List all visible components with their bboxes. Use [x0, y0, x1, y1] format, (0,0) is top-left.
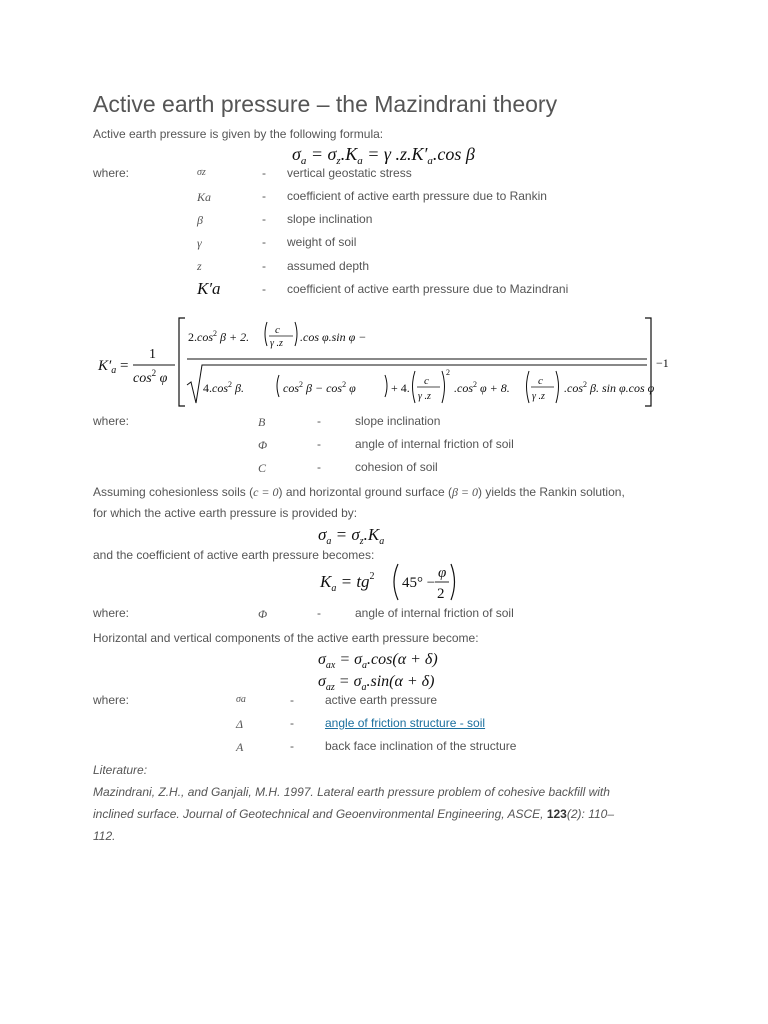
svg-text:2.cos2 β + 2.: $2.\cos^2$ β + 2.: [188, 329, 250, 344]
def7-symbol: Β: [258, 415, 266, 429]
def2-symbol: Ka: [197, 190, 212, 204]
def5-symbol: z: [197, 259, 202, 273]
friction-structure-soil-link[interactable]: angle of friction structure - soil: [325, 716, 486, 730]
def7-dash: -: [317, 414, 321, 428]
svg-text:σa = σz.Ka: $\sigma_a = \sigma_z.K_a$: [318, 525, 385, 547]
svg-text:σa = σz.Ka = γ .z.K′a.cos β: $\sigma_a = \sigma_z.K_a = \gamma$ $.z.K'_a.\cos$ β: [292, 144, 475, 167]
svg-text:1: 1: [149, 347, 156, 362]
def10-text: angle of internal friction of soil: [355, 606, 514, 620]
def5-text: assumed depth: [287, 259, 370, 273]
def1-text: vertical geostatic stress: [287, 166, 412, 180]
svg-text:c: c: [424, 375, 429, 387]
svg-text:γ .z: γ .z: [270, 338, 283, 349]
svg-text:σax = σa.cos(α + δ): $\sigma_{ax} = \sigma_a.\cos(\alpha + \delta)$: [318, 651, 438, 671]
assumption-line-2: for which the active earth pressure is provided by:: [93, 506, 358, 520]
svg-text:45° −: 45° −: [402, 575, 436, 591]
components-text: Horizontal and vertical components of the active earth pressure become:: [93, 631, 479, 645]
def2-text: coefficient of active earth pressure due to Rankin: [287, 189, 547, 203]
svg-text:2: 2: [446, 368, 450, 377]
equation-ka: [318, 561, 458, 603]
equation-mazindrani: [95, 315, 685, 410]
svg-text:.cos φ.sin φ −: .cos φ.sin φ −: [300, 330, 367, 344]
svg-text:cos2 φ: $\cos^2 \varphi$: [133, 368, 168, 386]
svg-text:−1: −1: [656, 356, 669, 370]
def10-symbol: Φ: [258, 607, 268, 621]
def8-symbol: Φ: [258, 438, 268, 452]
def2-dash: -: [262, 189, 266, 203]
def11-dash: -: [290, 693, 294, 707]
def8-dash: -: [317, 437, 321, 451]
literature-line-1: Mazindrani, Z.H., and Ganjali, M.H. 1997. Lateral earth pressure problem of cohesive backfill with: [93, 785, 610, 799]
svg-text:K′a =: $K'_a$ =: [98, 358, 129, 376]
svg-text:γ .z: γ .z: [532, 391, 545, 402]
def4-text: weight of soil: [287, 235, 357, 249]
def6-dash: -: [262, 282, 266, 296]
assumption-line-1: Assuming cohesionless soils (c = 0) and horizontal ground surface (β = 0) yields the Rankin solution,: [93, 485, 625, 499]
def9-text: cohesion of soil: [355, 460, 438, 474]
def5-dash: -: [262, 259, 266, 273]
def13-symbol: Α: [236, 740, 244, 754]
intro-text: Active earth pressure is given by the following formula:: [93, 127, 384, 141]
svg-text:.cos2 β. sin φ.cos φ: $.\cos^2$ β. sin φ.cos φ: [564, 380, 655, 395]
def7-text: slope inclination: [355, 414, 441, 428]
svg-text:γ .z: γ .z: [418, 391, 431, 402]
where-label-2: where:: [93, 414, 130, 428]
svg-text:+ 4.: + 4.: [391, 381, 410, 395]
def13-text: back face inclination of the structure: [325, 739, 517, 753]
def8-text: angle of internal friction of soil: [355, 437, 514, 451]
def1-dash: -: [262, 166, 266, 180]
coefficient-text: and the coefficient of active earth pressure becomes:: [93, 548, 375, 562]
svg-text:Ka = tg2: $K_a = tg^2$: [320, 571, 375, 594]
def3-symbol: β: [197, 213, 203, 227]
svg-text:σaz = σa.sin(α + δ): $\sigma_{az} = \sigma_a.\sin(\alpha + \delta)$: [318, 673, 435, 691]
def9-dash: -: [317, 460, 321, 474]
def10-dash: -: [317, 606, 321, 620]
def6-symbol: K′a: [197, 279, 221, 298]
where-label-3: where:: [93, 606, 130, 620]
svg-text:c: c: [538, 375, 543, 387]
def12-dash: -: [290, 716, 294, 730]
where-label-4: where:: [93, 693, 130, 707]
equation-components: [316, 647, 456, 691]
def12-symbol: Δ: [236, 717, 244, 731]
page-title: Active earth pressure – the Mazindrani theory: [93, 91, 558, 117]
def13-dash: -: [290, 739, 294, 753]
svg-text:4.cos2 β.: $4.\cos^2$ β.: [203, 380, 244, 395]
def4-symbol: γ: [197, 236, 202, 250]
literature-label: Literature:: [93, 763, 148, 777]
def1-symbol: σz: [197, 167, 206, 178]
def11-symbol: σa: [236, 694, 246, 705]
def3-text: slope inclination: [287, 212, 373, 226]
def11-text: active earth pressure: [325, 693, 438, 707]
where-label-1: where:: [93, 166, 130, 180]
literature-line-2: inclined surface. Journal of Geotechnical and Geoenvironmental Engineering, ASCE, 123(2): 110–: [93, 807, 614, 821]
svg-text:2: 2: [437, 586, 445, 602]
svg-text:φ: φ: [438, 565, 447, 581]
def6-text: coefficient of active earth pressure due to Mazindrani: [287, 282, 569, 296]
def9-symbol: C: [258, 461, 267, 475]
svg-text:c: c: [275, 324, 280, 336]
def3-dash: -: [262, 212, 266, 226]
svg-text:cos2 β − cos2 φ: $\cos^2 \beta - \cos^2 \varphi$: [283, 380, 356, 395]
literature-line-3: 112.: [93, 829, 116, 843]
svg-text:.cos2 φ + 8.: $.\cos^2$ φ + 8.: [454, 380, 510, 395]
def4-dash: -: [262, 235, 266, 249]
